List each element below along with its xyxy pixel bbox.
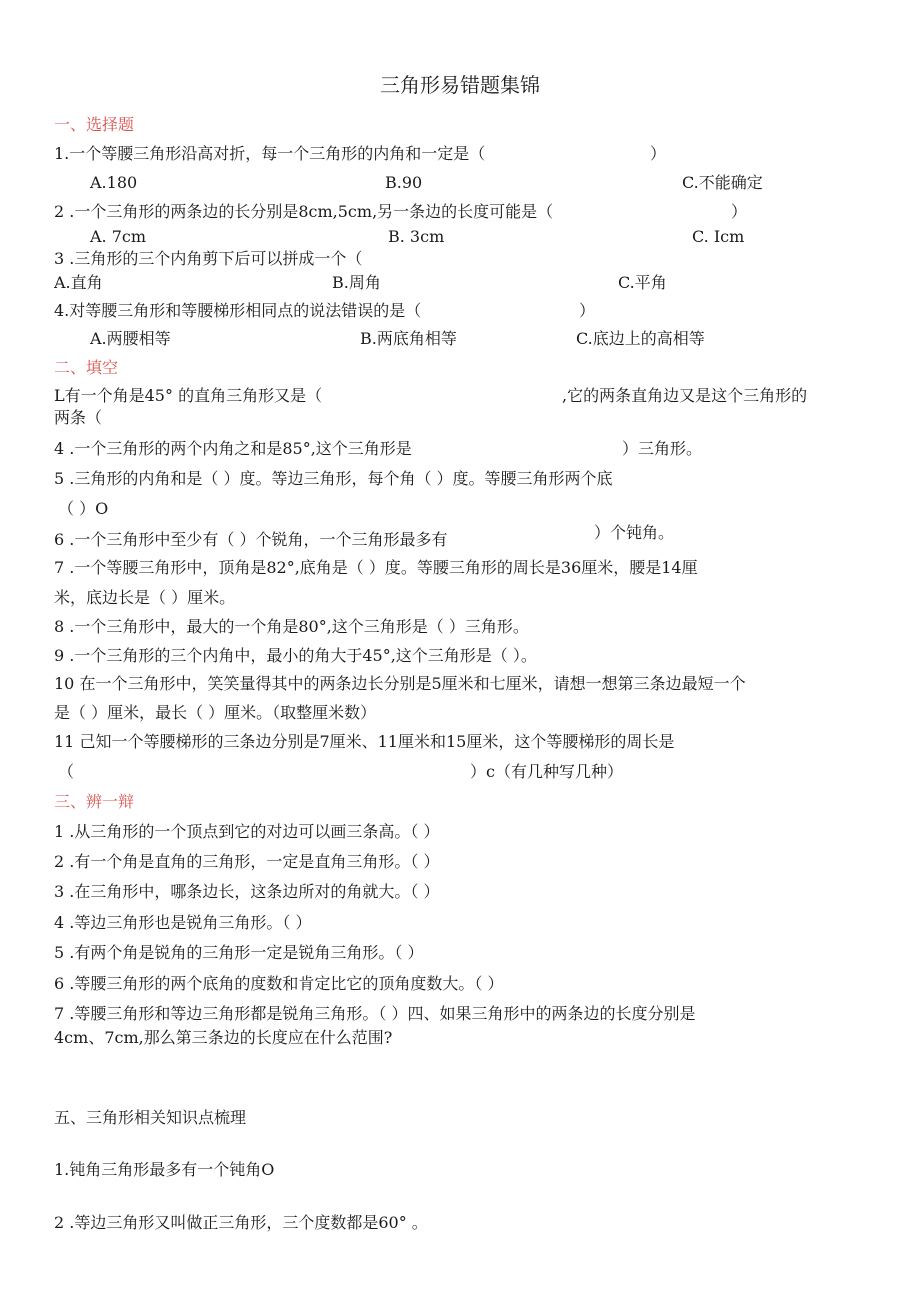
section-heading-judge: 三、辨一辩 [54,792,135,811]
choice-q2-option-b: B. 3cm [388,227,445,246]
fill-q5-line2: （ ）O [58,499,109,518]
choice-q2: 2 .一个三角形的两条边的长分别是8cm,5cm,另一条边的长度可能是（ [54,202,554,221]
fill-q1: L有一个角是45° 的直角三角形又是（ [54,386,323,405]
judge-q3: 3 .在三角形中，哪条边长，这条边所对的角就大。（ ） [54,882,440,901]
fill-q5: 5 .三角形的内角和是（ ）度。等边三角形，每个角（ ）度。等腰三角形两个底 [54,469,613,488]
judge-q2: 2 .有一个角是直角的三角形，一定是直角三角形。（ ） [54,852,440,871]
judge-q7-line2: 4cm、7cm,那么第三条边的长度应在什么范围? [54,1028,393,1047]
choice-q4-option-a: A.两腰相等 [90,329,171,348]
choice-q4-option-c: C.底边上的高相等 [576,329,705,348]
knowledge-1: 1.钝角三角形最多有一个钝角O [54,1160,275,1179]
fill-q11-end: ）c（有几种写几种） [470,762,623,781]
section-heading-choice: 一、选择题 [54,115,135,134]
fill-q7: 7 .一个等腰三角形中，顶角是82°,底角是（ ）度。等腰三角形的周长是36厘米，腰是14厘 [54,558,698,577]
choice-q2-option-c: C. Icm [692,227,745,246]
page-title: 三角形易错题集锦 [380,73,540,97]
choice-q2-option-a: A. 7cm [90,227,147,246]
fill-q4: 4 .一个三角形的两个内角之和是85°,这个三角形是 [54,439,412,458]
judge-q1: 1 .从三角形的一个顶点到它的对边可以画三条高。（ ） [54,822,440,841]
fill-q6: 6 .一个三角形中至少有（ ）个锐角，一个三角形最多有 [54,530,448,549]
knowledge-2: 2 .等边三角形又叫做正三角形，三个度数都是60° 。 [54,1213,428,1232]
fill-q7-line2: 米，底边长是（ ）厘米。 [54,588,236,607]
fill-q11-paren: （ [58,762,75,781]
choice-q2-paren: ） [731,202,748,221]
judge-q7: 7 .等腰三角形和等边三角形都是锐角三角形。（ ）四、如果三角形中的两条边的长度分别是 [54,1004,696,1023]
choice-q4-paren: ） [579,301,596,320]
judge-q5: 5 .有两个角是锐角的三角形一定是锐角三角形。（ ） [54,943,424,962]
fill-q1-cont: ,它的两条直角边又是这个三角形的 [562,386,808,405]
fill-q6-end: ）个钝角。 [594,523,675,542]
section-heading-knowledge: 五、三角形相关知识点梳理 [54,1108,247,1127]
fill-q10: 10 在一个三角形中，笑笑量得其中的两条边长分别是5厘米和七厘米，请想一想第三条边最短一个 [54,674,746,693]
judge-q6: 6 .等腰三角形的两个底角的度数和肯定比它的顶角度数大。（ ） [54,974,504,993]
choice-q1-option-c: C.不能确定 [682,173,763,192]
choice-q3-option-a: A.直角 [54,273,103,292]
choice-q3: 3 .三角形的三个内角剪下后可以拼成一个（ [54,249,363,268]
fill-q11: 11 己知一个等腰梯形的三条边分别是7厘米、11厘米和15厘米，这个等腰梯形的周长是 [54,732,675,751]
choice-q1-paren: ） [650,144,667,163]
fill-q9: 9 .一个三角形的三个内角中，最小的角大于45°,这个三角形是（ ）。 [54,646,537,665]
section-heading-fill: 二、填空 [54,358,119,377]
choice-q4: 4.对等腰三角形和等腰梯形相同点的说法错误的是（ [54,301,422,320]
choice-q1: 1.一个等腰三角形沿高对折，每一个三角形的内角和一定是（ [54,144,486,163]
choice-q3-option-c: C.平角 [618,273,667,292]
choice-q4-option-b: B.两底角相等 [360,329,457,348]
fill-q8: 8 .一个三角形中，最大的一个角是80°,这个三角形是（ ）三角形。 [54,617,529,636]
fill-q10-line2: 是（ ）厘米，最长（ ）厘米。（取整厘米数） [54,703,377,722]
judge-q4: 4 .等边三角形也是锐角三角形。（ ） [54,913,312,932]
choice-q1-option-a: A.180 [90,173,138,192]
choice-q3-option-b: B.周角 [332,273,381,292]
fill-q1-line2: 两条（ [54,408,103,427]
fill-q4-end: ）三角形。 [622,439,703,458]
choice-q1-option-b: B.90 [385,173,423,192]
